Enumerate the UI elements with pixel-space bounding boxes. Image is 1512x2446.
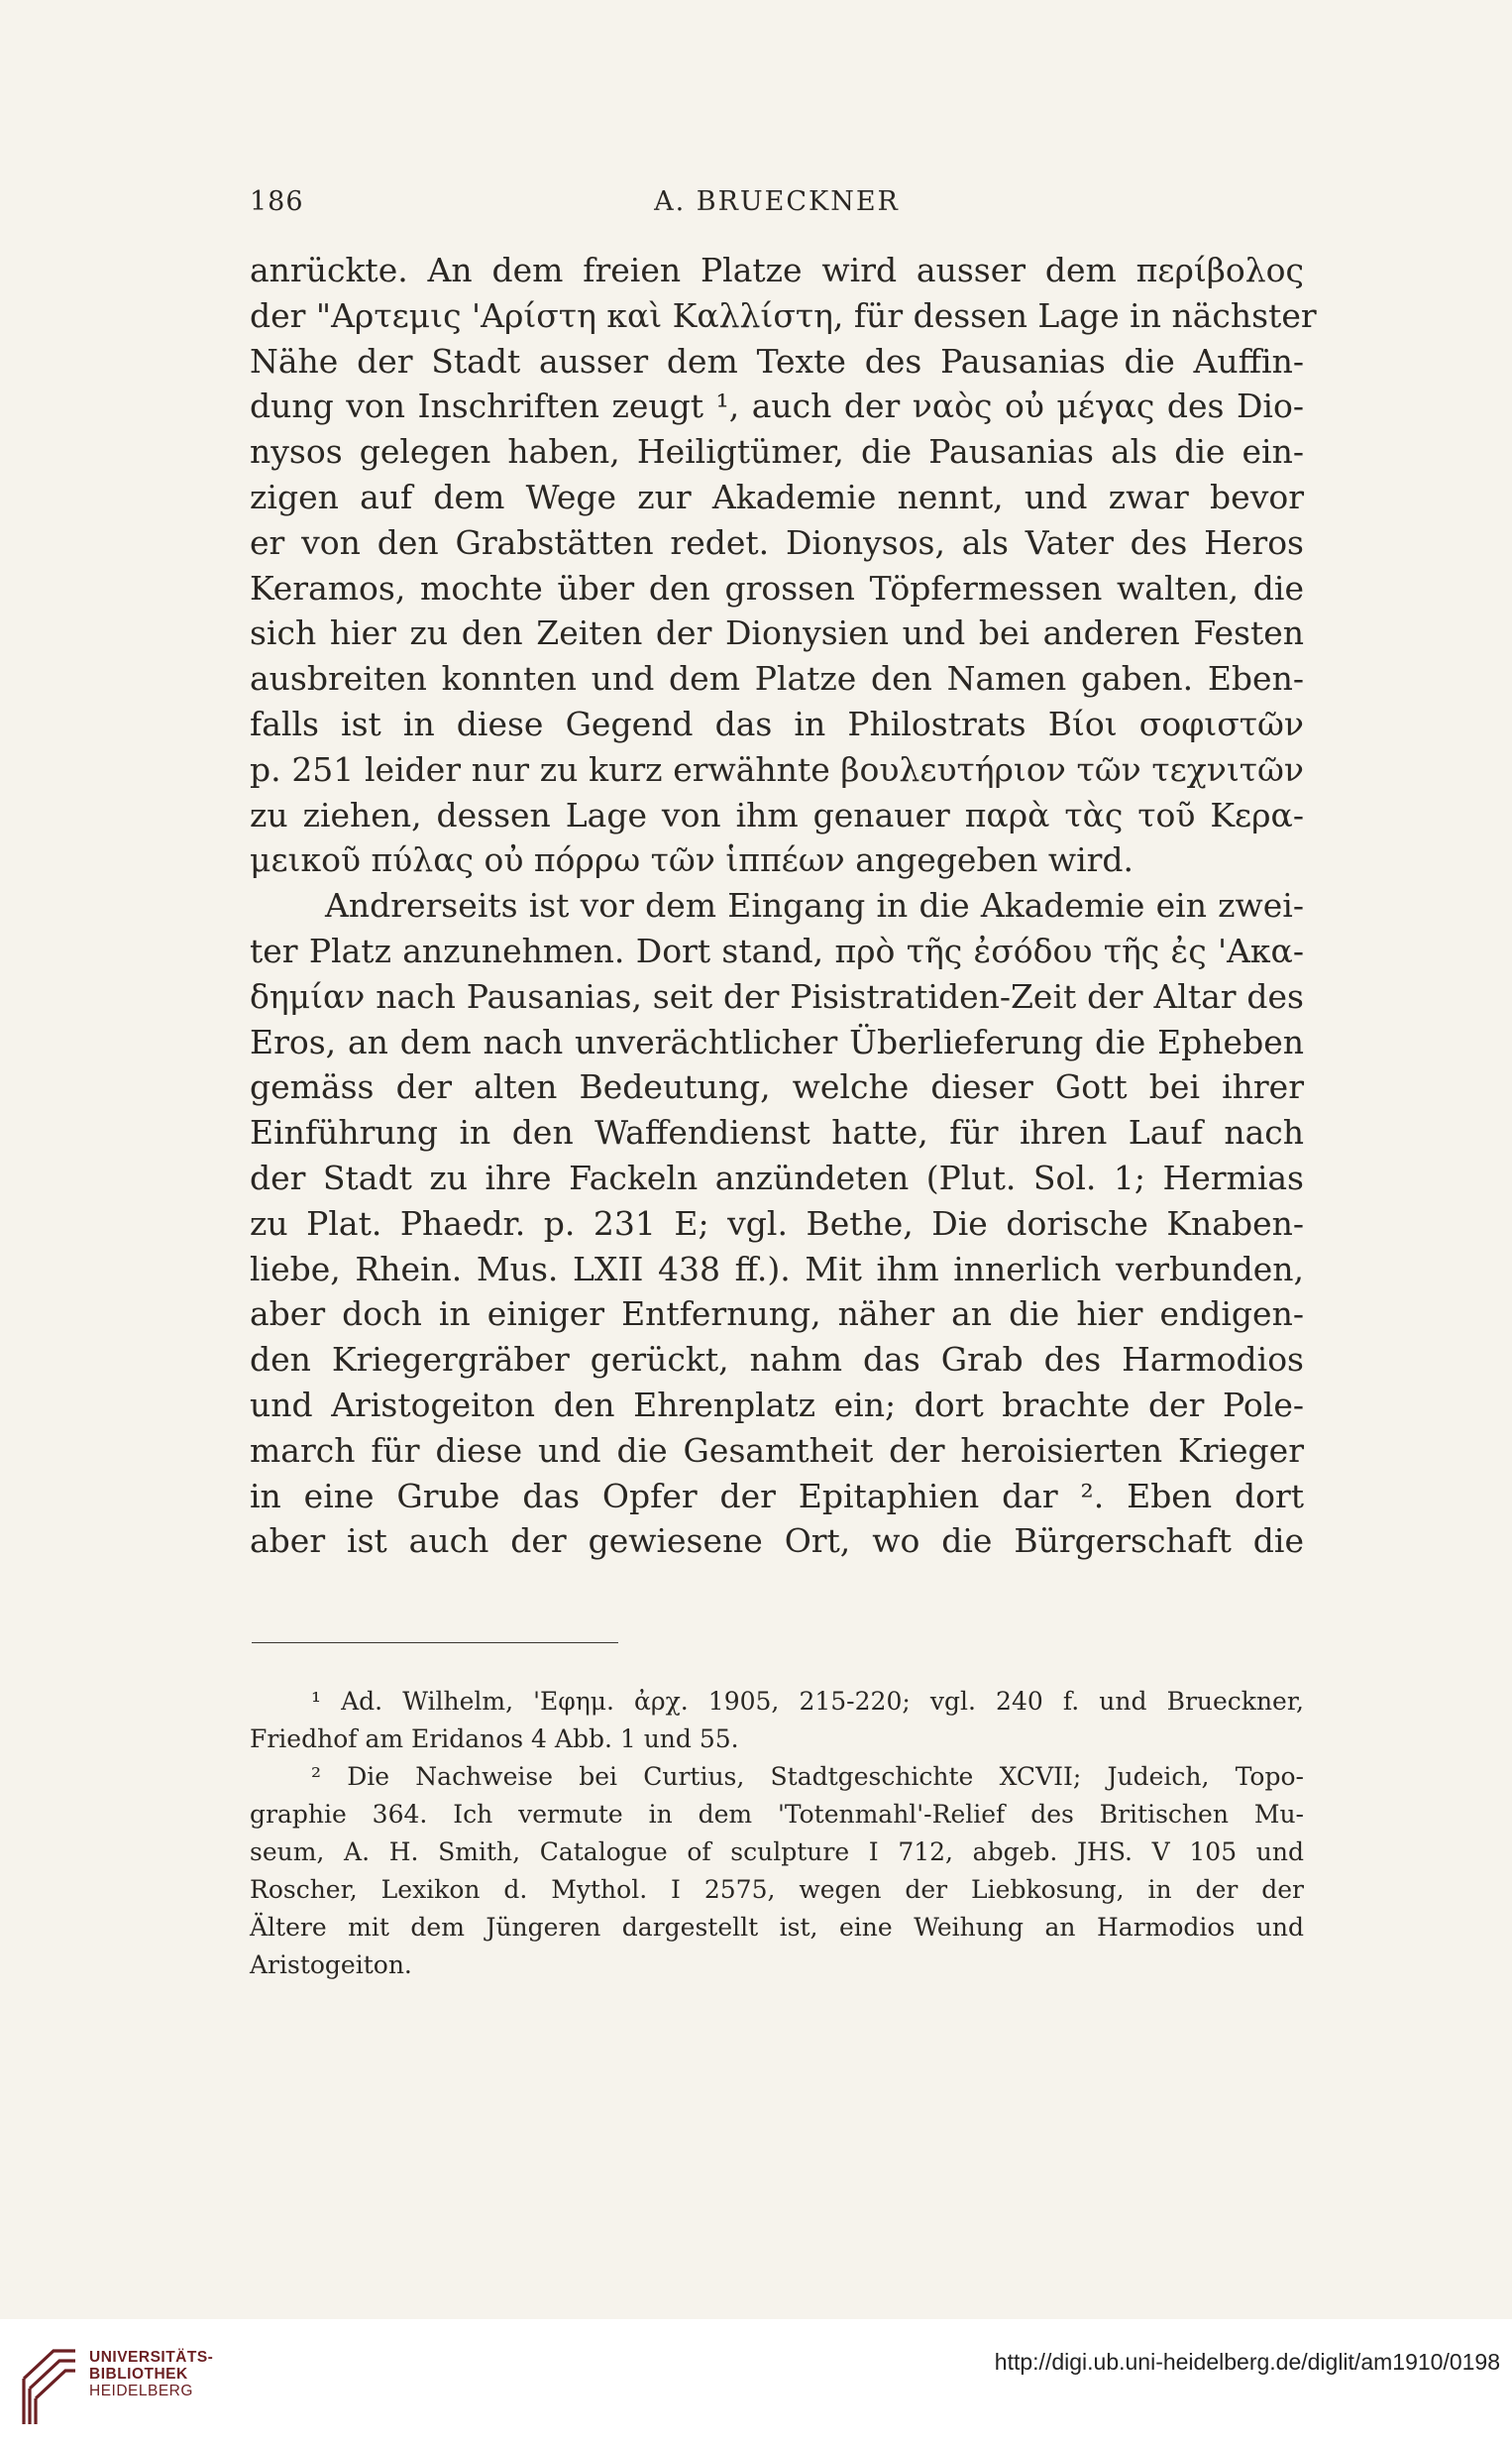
running-head: A. BRUECKNER (654, 186, 900, 217)
text-line: march für diese und die Gesamtheit der heroisierten Krieger (250, 1430, 1304, 1470)
footnote-line: Roscher, Lexikon d. Mythol. I 2575, wegen der Liebkosung, in der der (250, 1875, 1304, 1904)
text-line: ausbreiten konnten und dem Platze den Namen gaben. Eben- (250, 659, 1304, 699)
text-line: sich hier zu den Zeiten der Dionysien und bei anderen Festen (250, 613, 1304, 653)
ub-heidelberg-logo-icon[interactable] (14, 2339, 83, 2428)
text-line: Andrerseits ist vor dem Eingang in die Akademie ein zwei- (325, 886, 1304, 926)
text-line: der Stadt zu ihre Fackeln anzündeten (Plut. Sol. 1; Hermias (250, 1158, 1304, 1197)
text-line: anrückte. An dem freien Platze wird ausser dem περίβολος (250, 251, 1304, 289)
text-line: in eine Grube das Opfer der Epitaphien dar ². Eben dort (250, 1476, 1304, 1515)
library-name-line: HEIDELBERG (89, 2383, 193, 2399)
footnote-line: Aristogeiton. (250, 1950, 412, 1979)
footnote-line: graphie 364. Ich vermute in dem 'Totenmahl'-Relief des Britischen Mu- (250, 1800, 1304, 1829)
footnote-line: seum, A. H. Smith, Catalogue of sculpture I 712, abgeb. JHS. V 105 und (250, 1837, 1304, 1866)
footnotes (250, 1683, 1304, 1984)
text-line: Einführung in den Waffendienst hatte, für ihren Lauf nach (250, 1113, 1304, 1153)
text-line: liebe, Rhein. Mus. LXII 438 ff.). Mit ihm innerlich verbunden, (250, 1249, 1304, 1288)
text-line: gemäss der alten Bedeutung, welche dieser Gott bei ihrer (250, 1067, 1304, 1107)
text-line: dung von Inschriften zeugt ¹, auch der ναὸς οὐ μέγας des Dio- (250, 387, 1304, 426)
text-line: p. 251 leider nur zu kurz erwähnte βουλευτήριον τῶν τεχνιτῶν (250, 749, 1304, 789)
library-footer (0, 2319, 1512, 2446)
permalink-url[interactable]: http://digi.ub.uni-heidelberg.de/diglit/am1910/0198 (994, 2349, 1500, 2375)
text-line: ter Platz anzunehmen. Dort stand, πρὸ τῆς ἐσόδου τῆς ἐς 'Ακα- (250, 931, 1304, 970)
library-name-line: BIBLIOTHEK (89, 2366, 188, 2383)
footnote-line: Ältere mit dem Jüngeren dargestellt ist, eine Weihung an Harmodios und (250, 1913, 1304, 1942)
library-name-line: UNIVERSITÄTS- (89, 2349, 214, 2366)
text-line: falls ist in diese Gegend das in Philostrats Βίοι σοφιστῶν (250, 704, 1304, 743)
main-text (250, 248, 1317, 1564)
text-line: und Aristogeiton den Ehrenplatz ein; dort brachte der Pole- (250, 1385, 1304, 1424)
text-line: Nähe der Stadt ausser dem Texte des Pausanias die Auffin- (250, 341, 1304, 381)
text-line: zu Plat. Phaedr. p. 231 E; vgl. Bethe, Die dorische Knaben- (250, 1203, 1304, 1243)
footnote-line: ¹ Ad. Wilhelm, 'Εφημ. ἀρχ. 1905, 215-220; vgl. 240 f. und Brueckner, (311, 1687, 1304, 1716)
footnote-line: ² Die Nachweise bei Curtius, Stadtgeschichte XCVII; Judeich, Topo- (311, 1762, 1304, 1791)
text-line: er von den Grabstätten redet. Dionysos, als Vater des Heros (250, 522, 1304, 562)
text-line: Eros, an dem nach unverächtlicher Überlieferung die Epheben (250, 1022, 1304, 1061)
text-line: aber ist auch der gewiesene Ort, wo die Bürgerschaft die (250, 1521, 1304, 1561)
text-line: μεικοῦ πύλας οὐ πόρρω τῶν ἱππέων angegeben wird. (250, 840, 1134, 880)
page-number: 186 (250, 186, 304, 217)
text-line: der "Αρτεμις 'Αρίστη καὶ Καλλίστη, für dessen Lage in nächster (250, 295, 1317, 335)
text-line: den Kriegergräber gerückt, nahm das Grab des Harmodios (250, 1340, 1304, 1380)
text-line: δημίαν nach Pausanias, seit der Pisistratiden-Zeit der Altar des (250, 976, 1304, 1016)
page-header (250, 186, 1304, 222)
footnote-line: Friedhof am Eridanos 4 Abb. 1 und 55. (250, 1724, 739, 1753)
footnote-divider (252, 1642, 618, 1643)
text-line: zu ziehen, dessen Lage von ihm genauer παρὰ τὰς τοῦ Κερα- (250, 795, 1304, 834)
text-line: Keramos, mochte über den grossen Töpfermessen walten, die (250, 568, 1304, 608)
text-line: aber doch in einiger Entfernung, näher an die hier endigen- (250, 1294, 1304, 1334)
text-line: zigen auf dem Wege zur Akademie nennt, und zwar bevor (250, 477, 1304, 516)
text-line: nysos gelegen haben, Heiligtümer, die Pausanias als die ein- (250, 432, 1304, 472)
library-name (89, 2349, 213, 2399)
